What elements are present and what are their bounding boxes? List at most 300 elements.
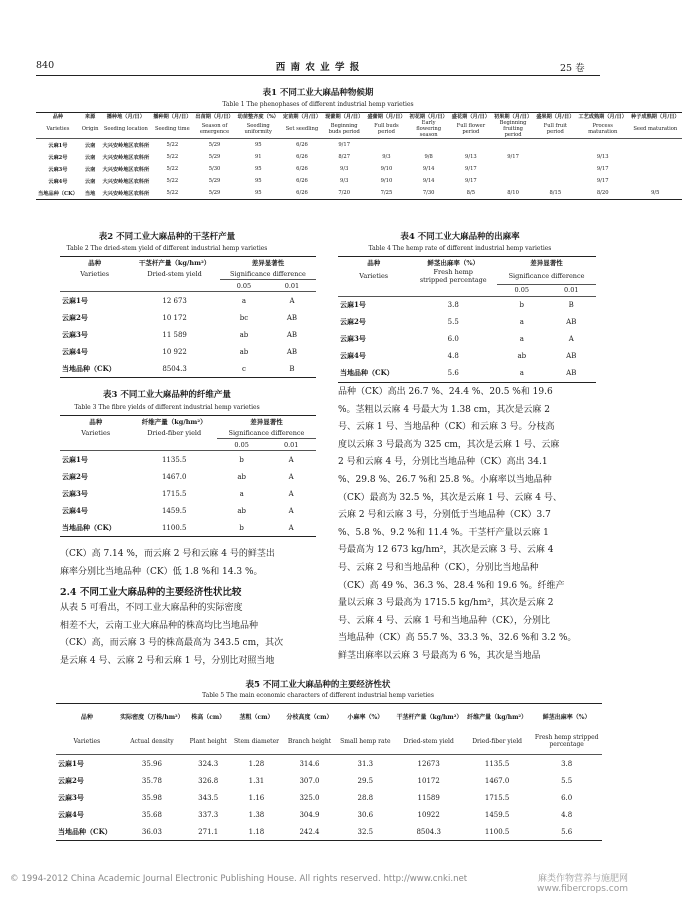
text-line: 度以云麻 3 号最高为 325 cm，其次是云麻 1 号、云麻 [338,439,560,450]
table2-subtitle: Table 2 The dried-stem yield of different industrial hemp varieties [66,245,268,252]
table4-subtitle: Table 4 The hemp rate of different industrial hemp varieties [368,245,552,252]
t5-header-cn: 鲜茎出麻率（%） [531,704,602,729]
t1-cell [534,139,576,152]
text-line: 从表 5 可看出，不同工业大麻品种的实际密度 [60,603,243,613]
t1-cell: 云南 [84,142,96,149]
table-cell: 11 589 [162,330,187,339]
blank [60,280,129,292]
blank [132,439,217,451]
t1-cell [629,163,682,175]
watermark-cn: 麻类作物营养与施肥网 [537,874,628,884]
value-header-cn: 鲜茎出麻率（%） [409,257,497,269]
t1-cell: 当地品种（CK） [36,187,80,200]
t1-cell [408,139,450,152]
t5-cell: 1.16 [248,793,265,802]
table-cell: AB [566,352,577,360]
t1-cell: 5/22 [151,187,193,200]
table-row [60,502,316,519]
t5-header-en: Stem diameter [230,728,283,755]
table-cell: 当地品种（CK） [338,365,409,383]
table1-title: 表1 不同工业大麻品种物候期 [262,88,374,98]
t1-cell [492,175,534,187]
t1-header-en: Early flowering season [408,120,450,139]
table-cell: 1459.5 [161,506,187,515]
t5-cell: 271.1 [186,823,230,841]
t1-cell [629,139,682,152]
varieties-header-cn: 品种 [338,257,409,269]
table-cell: ab [237,472,246,481]
t1-cell: 5/22 [166,166,179,172]
journal-name: 西 南 农 业 学 报 [275,62,361,73]
table-cell: 12 673 [162,296,187,305]
t1-header-cn: 初果期（月/日） [493,114,533,120]
varieties-header-cn: 品种 [60,257,129,269]
text-line: 是云麻 4 号、云麻 2 号和云麻 1 号，分别比对照当地 [60,655,275,666]
t1-cell: 云南 [84,166,96,173]
t1-header-cn: 盛蕾期（月/日） [367,114,406,120]
table-cell: 云麻4号 [62,346,88,356]
t1-cell: 9/17 [465,166,477,172]
t1-cell: 当地 [80,187,101,200]
t5-cell: 307.0 [299,776,320,785]
table-cell: A [288,506,294,515]
table-row [60,309,316,326]
t1-header-en: Origin [80,120,101,139]
table-row [60,360,316,378]
t1-cell: 91 [254,154,262,160]
text-line: 品种（CK）高出 26.7 %、24.4 %、20.5 %和 19.6 [338,387,553,397]
t1-cell: 大兴安岭地区农科所 [102,142,150,149]
t5-header-cn: 小麻率（%） [336,704,394,729]
table-cell: AB [286,330,298,339]
t1-cell: 9/3 [382,154,391,160]
t1-header-cn: 现蕾期（月/日） [325,114,364,120]
table-row [338,331,596,348]
t1-cell: 云麻1号 [48,142,68,149]
table2 [60,256,316,378]
table-cell: 10 172 [162,313,187,322]
t1-cell: 6/26 [296,166,308,172]
table-cell: 云麻4号 [340,351,366,360]
table5-subtitle: Table 5 The main economic characters of different industrial hemp varieties [202,692,434,699]
t5-cell: 云麻2号 [58,775,84,785]
t1-cell: 7/25 [365,187,407,200]
table-row [56,823,602,841]
t1-cell: 9/13 [596,154,609,160]
t5-cell: 3.8 [561,759,573,768]
t5-cell: 5.6 [531,823,602,841]
t5-cell: 304.9 [299,810,320,819]
table-cell: A [288,489,294,498]
table5-title: 表5 不同工业大麻品种的主要经济性状 [245,680,391,690]
volume-label: 25 卷 [560,63,585,74]
t1-cell: 大兴安岭地区农科所 [102,178,150,185]
table-row [56,806,602,823]
text-line: （CK）高 7.14 %，而云麻 2 号和云麻 4 号的鲜茎出 [60,549,275,559]
t5-cell: 35.98 [141,793,162,802]
t1-cell [534,175,576,187]
text-line: 号、云麻 1 号、当地品种（CK）和云麻 3 号。分枝高 [338,422,555,433]
text-line: 2 号和云麻 4 号，分别比当地品种（CK）高出 34.1 [338,457,548,468]
value-header-en-line1: Fresh hemp [433,268,473,276]
t1-cell: 大兴安岭地区农科所 [100,187,151,200]
table-cell: b [519,301,525,309]
t1-cell: 7/30 [408,187,450,200]
value-header-en [409,268,497,284]
t1-cell: 7/20 [323,187,365,200]
t5-cell: 28.8 [357,793,374,802]
t1-cell: 6/26 [296,142,308,148]
t1-cell: 大兴安岭地区农科所 [102,154,150,161]
text-line: 量以云麻 3 号最高为 1715.5 kg/hm²，其次是云麻 2 [338,598,554,609]
t5-cell: 35.68 [141,810,162,819]
t1-cell: 5/29 [208,178,221,184]
t5-header-en: Branch height [283,728,337,755]
t5-cell: 云麻4号 [58,809,84,819]
t1-cell: 云麻2号 [48,154,68,161]
t1-cell: 9/3 [340,178,349,184]
t5-cell: 8504.3 [394,823,462,841]
t1-header-cn: 播种地（月/日） [100,113,151,121]
table-cell: 4.8 [447,352,459,360]
table4-title: 表4 不同工业大麻品种的出麻率 [400,232,520,242]
text-line: %。茎粗以云麻 4 号最大为 1.38 cm，其次是云麻 2 [338,404,550,415]
table4 [338,256,596,383]
t1-cell: 6/26 [296,154,308,160]
t5-cell: 云麻1号 [58,758,84,768]
table-cell: 云麻3号 [340,334,366,343]
table-cell: 5.6 [409,365,497,383]
table-cell: 云麻1号 [340,300,366,309]
t5-header-cn: 实际密度（万株/hm²） [118,704,186,729]
t1-cell: 5/22 [166,154,179,160]
table5 [56,703,602,841]
t5-header-en: Fresh hemp stripped percentage [531,728,602,755]
t1-header-en: Full fruit period [534,120,576,139]
text-line: 麻率分别比当地品种（CK）低 1.8 %和 14.3 %。 [60,566,263,577]
blank [338,284,409,296]
table-row [60,343,316,360]
t1-cell: 9/5 [629,187,682,200]
t1-header-en: Seeding location [100,120,151,139]
table-cell: 1715.5 [161,489,187,498]
t5-header-cn: 品种 [56,704,118,729]
t5-header-cn: 干茎杆产量（kg/hm²） [394,704,462,729]
varieties-header-en: Varieties [359,272,389,280]
t5-cell: 1467.0 [484,776,510,785]
t1-header-en: Beginning fruiting period [492,120,534,139]
t1-header-en: Beginning buds period [323,120,365,139]
table-row [56,789,602,806]
t5-header-cn: 分枝高度（cm） [283,704,337,729]
t5-cell: 325.0 [299,793,320,802]
t1-header-cn: 盛花期（月/日） [451,114,490,120]
table-cell: A [288,455,294,464]
sig-005-header: 0.05 [220,280,268,292]
table-cell: 1135.5 [161,455,187,464]
table-row [56,755,602,773]
t5-cell: 35.96 [141,759,162,768]
t1-cell: 8/27 [338,154,351,160]
t5-cell: 1.31 [248,776,265,785]
t5-header-en: Small hemp rate [336,728,394,755]
table-cell: AB [547,365,597,383]
table-cell: b [217,519,267,537]
sig-001-header: 0.01 [268,280,316,292]
t5-cell: 云麻3号 [58,792,84,802]
significance-header-cn: 差异显著性 [220,257,316,269]
t5-header-en: Actual density [118,728,186,755]
t1-cell: 9/14 [422,178,435,184]
text-line: %、29.8 %、26.7 %和 25.8 %。小麻率以当地品种 [338,474,552,485]
table-row [338,314,596,331]
t5-cell: 1135.5 [484,759,510,768]
sig-001-header: 0.01 [547,284,597,296]
table-cell: 1100.5 [132,519,217,537]
t5-cell: 32.5 [336,823,394,841]
t1-cell: 9/8 [424,154,433,160]
t1-cell: 5/29 [193,187,235,200]
text-line: （CK）高 49 %、36.3 %、28.4 %和 19.6 %。纤维产 [338,580,565,591]
t5-header-cn: 纤维产量（kg/hm²） [463,704,531,729]
table-cell: 8504.3 [129,360,220,378]
t1-cell: 5/29 [208,154,221,160]
table-row [36,151,682,163]
table-cell: 云麻3号 [62,488,88,498]
table-cell: ab [237,506,246,515]
left-paragraph-continued [60,546,318,581]
t5-cell: 1.18 [230,823,283,841]
t1-header-en: Seed maturation [629,120,682,139]
t1-header-cn: 工艺成熟期（月/日） [578,114,627,120]
table-row [60,485,316,502]
section-2-4-heading: 2.4 不同工业大麻品种的主要经济性状比较 [60,587,242,598]
t5-cell: 1100.5 [463,823,531,841]
t1-cell: 8/20 [576,187,629,200]
t5-cell: 314.6 [299,759,320,768]
t1-cell [534,163,576,175]
t5-cell: 10172 [417,776,440,785]
t1-cell: 云南 [84,178,96,185]
table-cell: ab [517,352,527,360]
value-header-en: Dried-fiber yield [147,428,202,437]
t5-cell: 6.0 [561,793,573,802]
t1-cell: 云南 [84,154,96,161]
significance-header-en: Significance difference [220,268,316,280]
t5-cell: 35.78 [141,776,162,785]
t1-cell: 9/10 [380,178,393,184]
table-cell: AB [286,347,298,356]
t5-header-cn: 茎粗（cm） [230,704,283,729]
t1-header-en: Full flower period [450,120,492,139]
t1-cell: 6/26 [281,187,323,200]
t1-cell: 云麻3号 [48,166,68,173]
t5-cell: 1.38 [248,810,265,819]
t1-header-cn: 定苗期（月/日） [282,114,322,120]
t5-cell: 29.5 [357,776,374,785]
t1-header-en: Varieties [36,120,80,139]
table-cell: 10 922 [162,347,187,356]
table-cell: 3.8 [447,301,459,309]
text-line: 当地品种（CK）高 55.7 %、33.3 %、32.6 %和 3.2 %。 [338,633,577,644]
t1-cell: 9/3 [340,166,349,172]
t1-cell: 8/10 [492,187,534,200]
t5-header-en: Plant height [186,728,230,755]
table-cell: bc [239,313,249,322]
table-row [36,175,682,187]
table-row [36,187,682,200]
table-cell: ab [239,330,249,339]
table-row [60,326,316,343]
text-line: 云麻 2 号和云麻 3 号，分别低于当地品种（CK）3.7 [338,510,551,521]
header-rule [36,75,600,76]
table-cell: AB [566,318,577,326]
t1-cell: 9/17 [507,154,519,160]
t1-cell: 5/22 [166,142,179,148]
table-cell: a [241,296,247,305]
t1-header-en: Set seedling [281,120,323,139]
t1-cell: 8/15 [534,187,576,200]
significance-header-en: Significance difference [217,427,316,439]
watermark-url: www.fibercrops.com [537,884,628,894]
t5-header-en: Dried-stem yield [394,728,462,755]
t5-cell: 10922 [417,810,440,819]
table-cell: b [239,455,244,464]
t1-cell: 9/10 [380,166,393,172]
t1-header-cn: 出苗期（月/日） [195,114,234,120]
t1-cell [365,139,407,152]
table-cell: 云麻3号 [62,329,88,339]
text-line: 号最高为 12 673 kg/hm²，其次是云麻 3 号、云麻 4 [338,545,554,556]
t5-cell: 11589 [417,793,440,802]
table-cell: 当地品种（CK） [60,519,132,537]
t5-header-cn: 株高（cm） [186,704,230,729]
table-row [338,296,596,314]
table-cell: c [220,360,268,378]
t1-cell: 95 [254,142,262,148]
t1-cell: 大兴安岭地区农科所 [102,166,150,173]
table-row [36,163,682,175]
table-cell: 云麻2号 [340,317,366,326]
text-line: 鲜茎出麻率以云麻 3 号最高为 6 %，其次是当地品 [338,650,541,661]
table-row [56,772,602,789]
watermark [537,874,628,894]
varieties-header-en: Varieties [80,269,110,278]
sig-005-header: 0.05 [217,439,267,451]
table-row [338,365,596,383]
t1-header-cn: 品种 [36,113,80,121]
t5-cell: 326.8 [198,776,219,785]
right-paragraph [338,384,602,666]
table-cell: 云麻1号 [62,295,88,305]
t5-header-en: Varieties [56,728,118,755]
text-line: （CK）高，而云麻 3 号的株高最高为 343.5 cm，其次 [60,638,284,649]
table-cell: AB [286,313,298,322]
table-row [338,348,596,365]
varieties-header-en: Varieties [81,428,111,437]
t5-cell: 337.3 [198,810,219,819]
t5-cell: 30.6 [357,810,374,819]
t1-cell: 5/22 [166,178,179,184]
t1-header-en: Process maturation [576,120,629,139]
t1-cell: 5/29 [208,142,221,148]
value-header-cn: 纤维产量（kg/hm²） [132,416,217,428]
table-cell: 云麻1号 [62,454,88,464]
significance-header-cn: 差异显著性 [497,257,596,269]
t1-header-cn: 播种期（月/日） [153,114,192,120]
varieties-header-cn: 品种 [60,416,132,428]
table-row [36,139,682,152]
table-row [60,468,316,485]
t1-header-cn: 来源 [80,113,101,121]
table-row [60,451,316,469]
t5-cell: 1715.5 [484,793,510,802]
blank [409,284,497,296]
t1-cell [629,175,682,187]
table-cell: A [289,296,295,305]
t1-cell: 95 [254,166,262,172]
t1-cell: 8/5 [450,187,492,200]
sig-005-header: 0.05 [497,284,546,296]
t1-cell: 9/17 [596,166,609,172]
value-header-en: Dried-stem yield [147,269,202,278]
blank [60,439,132,451]
t1-cell [450,139,492,152]
t1-cell: 95 [236,187,281,200]
table-cell: 当地品种（CK） [60,360,129,378]
blank [129,280,220,292]
table3-title: 表3 不同工业大麻品种的纤维产量 [103,390,231,400]
table3 [60,415,316,537]
significance-header-cn: 差异显著性 [217,416,316,428]
t5-cell: 4.8 [561,810,573,819]
t1-cell [492,163,534,175]
t5-cell: 36.03 [118,823,186,841]
t1-cell [492,139,534,152]
table1 [36,112,682,200]
table-cell: a [497,365,546,383]
t5-cell: 324.3 [198,759,219,768]
t1-cell: 9/17 [338,142,351,148]
sig-001-header: 0.01 [266,439,316,451]
table-cell: ab [239,347,249,356]
t1-cell: 9/14 [422,166,435,172]
table-row [60,292,316,310]
value-header-cn: 干茎杆产量（kg/hm²） [129,257,220,269]
t1-cell: 云麻4号 [48,178,68,185]
page-number: 840 [36,60,55,71]
table-cell: 6.0 [447,335,459,343]
t1-header-cn: 幼苗整齐度（%） [237,114,279,120]
t1-cell: 9/17 [596,178,609,184]
t5-cell: 343.5 [198,793,219,802]
t1-cell: 9/17 [465,178,477,184]
text-line: 号、云麻 4 号、云麻 1 号和当地品种（CK），分别比 [338,615,551,626]
table-cell: 1467.0 [161,472,187,481]
t1-cell [629,151,682,163]
t1-header-en: Seeding time [151,120,193,139]
table-cell: 云麻4号 [62,505,88,515]
t1-cell [534,151,576,163]
t1-header-en: Full buds period [365,120,407,139]
t5-cell: 1.28 [248,759,265,768]
copyright-footer: © 1994-2012 China Academic Journal Electronic Publishing House. All rights reserved. http://www.cnki.net [10,874,468,884]
table-cell: A [288,472,294,481]
t5-header-en: Dried-fiber yield [463,728,531,755]
t5-cell: 1459.5 [484,810,510,819]
text-line: 相差不大，云南工业大麻品种的株高均比当地品种 [60,620,259,631]
table-cell: B [268,360,316,378]
